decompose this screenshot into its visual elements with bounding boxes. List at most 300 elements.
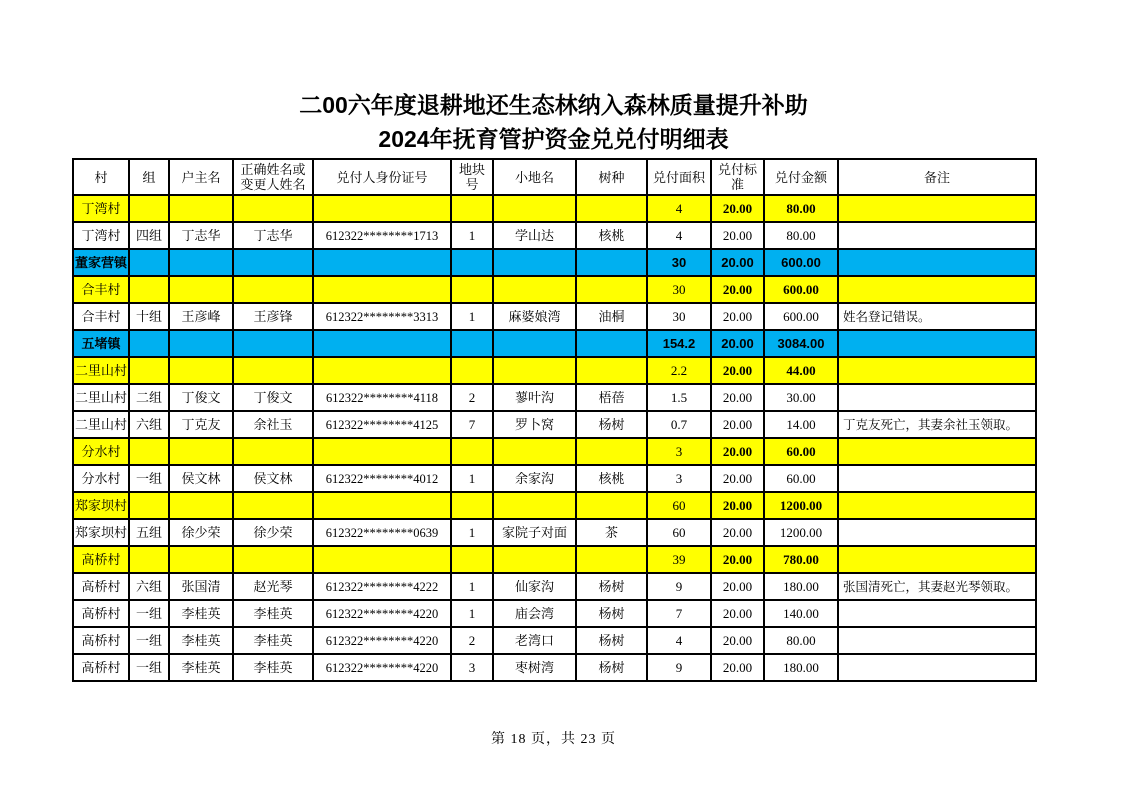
cell-householder: [169, 438, 233, 465]
cell-text: 余家沟: [514, 471, 554, 486]
cell-text: 核桃: [598, 228, 625, 243]
cell-area: [647, 330, 711, 357]
cell-group: [129, 438, 169, 465]
cell-text: 7: [675, 606, 683, 621]
cell-plot_no: [451, 627, 493, 654]
cell-id_number: [313, 654, 451, 681]
table-row: [73, 330, 1036, 357]
cell-tree_species: [576, 600, 647, 627]
page-number: 第 18 页，共 23 页: [491, 732, 616, 747]
cell-text: 二组: [135, 390, 162, 405]
cell-text: 丁志华: [181, 228, 221, 243]
cell-householder: [169, 249, 233, 276]
cell-text: 612322********4220: [325, 606, 439, 621]
cell-area: [647, 384, 711, 411]
cell-plot_no: [451, 195, 493, 222]
cell-text: 80.00: [786, 633, 816, 648]
cell-tree_species: [576, 330, 647, 357]
cell-text: 郑家坝村: [74, 525, 127, 540]
cell-standard: [711, 600, 764, 627]
table-row: [73, 411, 1036, 438]
cell-id_number: [313, 384, 451, 411]
cell-correct_name: [233, 438, 313, 465]
cell-text: 60: [672, 498, 686, 513]
cell-standard: [711, 195, 764, 222]
cell-plot_no: [451, 330, 493, 357]
cell-place_name: [493, 519, 576, 546]
cell-householder: [169, 654, 233, 681]
cell-place_name: [493, 465, 576, 492]
cell-tree_species: [576, 627, 647, 654]
col-header-correct_name: 正确姓名或变更人姓名: [233, 159, 313, 195]
cell-area: [647, 573, 711, 600]
cell-correct_name: [233, 303, 313, 330]
col-header-village: 村: [73, 159, 129, 195]
cell-text: 180.00: [783, 660, 819, 675]
cell-text: 3: [468, 660, 476, 675]
cell-place_name: [493, 546, 576, 573]
cell-remarks: [838, 519, 1036, 546]
cell-id_number: [313, 303, 451, 330]
cell-text: 20.00: [722, 552, 753, 567]
cell-group: [129, 465, 169, 492]
cell-text: 油桐: [598, 309, 625, 324]
cell-group: [129, 573, 169, 600]
cell-text: 一组: [135, 471, 162, 486]
cell-text: 612322********3313: [325, 309, 439, 324]
cell-group: [129, 357, 169, 384]
cell-tree_species: [576, 411, 647, 438]
cell-text: 1: [468, 606, 476, 621]
cell-text: 分水村: [81, 471, 121, 486]
cell-text: 蓼叶沟: [514, 390, 554, 405]
cell-id_number: [313, 249, 451, 276]
cell-text: 4: [675, 633, 683, 648]
cell-id_number: [313, 465, 451, 492]
cell-text: 154.2: [662, 336, 696, 351]
cell-amount: [764, 411, 838, 438]
cell-standard: [711, 492, 764, 519]
cell-group: [129, 330, 169, 357]
cell-group: [129, 546, 169, 573]
cell-text: 高桥村: [81, 552, 121, 567]
table-row: [73, 627, 1036, 654]
cell-text: 30: [671, 255, 687, 270]
cell-text: 7: [468, 417, 476, 432]
cell-householder: [169, 600, 233, 627]
cell-remarks: [838, 249, 1036, 276]
cell-standard: [711, 303, 764, 330]
cell-text: 600.00: [781, 255, 821, 270]
cell-plot_no: [451, 465, 493, 492]
cell-text: 合丰村: [81, 282, 121, 297]
cell-village: [73, 573, 129, 600]
cell-text: 二里山村: [74, 390, 127, 405]
cell-text: 老湾口: [514, 633, 554, 648]
cell-amount: [764, 330, 838, 357]
cell-village: [73, 195, 129, 222]
cell-text: 60.00: [786, 444, 816, 459]
cell-place_name: [493, 600, 576, 627]
cell-text: 3: [675, 444, 683, 459]
cell-correct_name: [233, 492, 313, 519]
cell-text: 十组: [135, 309, 162, 324]
cell-text: 高桥村: [81, 579, 121, 594]
cell-text: 赵光琴: [253, 579, 293, 594]
cell-text: 张国清: [181, 579, 221, 594]
cell-id_number: [313, 222, 451, 249]
cell-remarks: [838, 573, 1036, 600]
cell-text: 2: [468, 390, 476, 405]
cell-text: 612322********1713: [325, 228, 439, 243]
cell-amount: [764, 222, 838, 249]
cell-text: 20.00: [722, 525, 753, 540]
col-header-id_number: 兑付人身份证号: [313, 159, 451, 195]
cell-id_number: [313, 330, 451, 357]
cell-text: 4: [675, 201, 683, 216]
cell-text: 1200.00: [779, 498, 823, 513]
cell-householder: [169, 222, 233, 249]
cell-text: 30: [672, 282, 686, 297]
cell-place_name: [493, 276, 576, 303]
cell-text: 3: [675, 471, 683, 486]
cell-place_name: [493, 249, 576, 276]
cell-group: [129, 627, 169, 654]
cell-text: 20.00: [722, 444, 753, 459]
col-header-area: 兑付面积: [647, 159, 711, 195]
cell-remarks: [838, 654, 1036, 681]
cell-plot_no: [451, 654, 493, 681]
cell-tree_species: [576, 384, 647, 411]
cell-village: [73, 357, 129, 384]
cell-householder: [169, 492, 233, 519]
cell-text: 杨树: [598, 660, 625, 675]
cell-text: 20.00: [722, 417, 753, 432]
cell-standard: [711, 546, 764, 573]
cell-text: 612322********4220: [325, 660, 439, 675]
cell-remarks: [838, 411, 1036, 438]
col-header-amount: 兑付金额: [764, 159, 838, 195]
cell-text: 60.00: [786, 471, 816, 486]
cell-text: 30.00: [786, 390, 816, 405]
cell-place_name: [493, 654, 576, 681]
cell-householder: [169, 411, 233, 438]
cell-standard: [711, 411, 764, 438]
cell-text: 余社玉: [253, 417, 293, 432]
cell-text: 20.00: [722, 606, 753, 621]
cell-householder: [169, 627, 233, 654]
cell-standard: [711, 222, 764, 249]
cell-text: 612322********0639: [325, 525, 439, 540]
cell-tree_species: [576, 249, 647, 276]
cell-text: 徐少荣: [253, 525, 293, 540]
table-header-row: [73, 159, 1036, 195]
cell-standard: [711, 330, 764, 357]
cell-text: 高桥村: [81, 633, 121, 648]
cell-remarks: [838, 276, 1036, 303]
cell-text: 180.00: [783, 579, 819, 594]
cell-place_name: [493, 330, 576, 357]
cell-householder: [169, 465, 233, 492]
cell-plot_no: [451, 411, 493, 438]
cell-village: [73, 276, 129, 303]
cell-place_name: [493, 627, 576, 654]
cell-correct_name: [233, 276, 313, 303]
cell-text: 李桂英: [253, 633, 293, 648]
cell-place_name: [493, 195, 576, 222]
cell-area: [647, 249, 711, 276]
cell-plot_no: [451, 357, 493, 384]
cell-text: 罗卜窝: [514, 417, 554, 432]
cell-text: 20.00: [722, 660, 753, 675]
cell-text: 合丰村: [81, 309, 121, 324]
cell-text: 44.00: [786, 363, 816, 378]
cell-correct_name: [233, 330, 313, 357]
cell-tree_species: [576, 519, 647, 546]
cell-text: 学山达: [514, 228, 554, 243]
cell-village: [73, 384, 129, 411]
cell-text: 20.00: [722, 579, 753, 594]
table-row: [73, 465, 1036, 492]
cell-correct_name: [233, 249, 313, 276]
cell-group: [129, 600, 169, 627]
cell-text: 六组: [135, 417, 162, 432]
cell-text: 杨树: [598, 417, 625, 432]
cell-text: 王彦峰: [181, 309, 221, 324]
table-row: [73, 303, 1036, 330]
cell-village: [73, 492, 129, 519]
cell-text: 姓名登记错误。: [843, 309, 931, 324]
cell-correct_name: [233, 546, 313, 573]
cell-group: [129, 411, 169, 438]
cell-amount: [764, 492, 838, 519]
table-row: [73, 276, 1036, 303]
cell-text: 侯文林: [253, 471, 293, 486]
cell-village: [73, 249, 129, 276]
cell-text: 3084.00: [777, 336, 825, 351]
cell-amount: [764, 573, 838, 600]
table-row: [73, 222, 1036, 249]
cell-tree_species: [576, 357, 647, 384]
cell-amount: [764, 546, 838, 573]
cell-text: 董家营镇: [74, 255, 127, 270]
cell-text: 612322********4125: [325, 417, 439, 432]
cell-village: [73, 654, 129, 681]
cell-text: 1: [468, 309, 476, 324]
cell-tree_species: [576, 303, 647, 330]
cell-id_number: [313, 276, 451, 303]
cell-area: [647, 600, 711, 627]
cell-correct_name: [233, 519, 313, 546]
cell-text: 600.00: [783, 309, 819, 324]
cell-text: 600.00: [783, 282, 819, 297]
cell-correct_name: [233, 195, 313, 222]
cell-village: [73, 303, 129, 330]
cell-area: [647, 546, 711, 573]
cell-amount: [764, 600, 838, 627]
cell-group: [129, 303, 169, 330]
cell-amount: [764, 303, 838, 330]
cell-text: 杨树: [598, 606, 625, 621]
title-line-2: 2024年抚育管护资金兑兑付明细表: [378, 126, 729, 152]
cell-text: 1: [468, 525, 476, 540]
cell-amount: [764, 276, 838, 303]
cell-place_name: [493, 573, 576, 600]
cell-text: 四组: [135, 228, 162, 243]
cell-village: [73, 222, 129, 249]
cell-text: 2.2: [670, 363, 688, 378]
cell-plot_no: [451, 519, 493, 546]
cell-text: 80.00: [786, 201, 816, 216]
cell-text: 丁俊文: [181, 390, 221, 405]
cell-id_number: [313, 600, 451, 627]
cell-amount: [764, 627, 838, 654]
cell-text: 李桂英: [253, 660, 293, 675]
cell-remarks: [838, 195, 1036, 222]
cell-group: [129, 384, 169, 411]
cell-id_number: [313, 546, 451, 573]
table-row: [73, 492, 1036, 519]
cell-remarks: [838, 357, 1036, 384]
cell-text: 612322********4222: [325, 579, 439, 594]
cell-text: 庙会湾: [514, 606, 554, 621]
cell-text: 20.00: [721, 336, 754, 351]
cell-text: 梧蓓: [598, 390, 625, 405]
cell-village: [73, 411, 129, 438]
cell-id_number: [313, 492, 451, 519]
cell-text: 39: [672, 552, 686, 567]
cell-place_name: [493, 222, 576, 249]
cell-text: 六组: [135, 579, 162, 594]
cell-remarks: [838, 600, 1036, 627]
cell-text: 1.5: [670, 390, 688, 405]
cell-text: 20.00: [722, 471, 753, 486]
col-header-householder: 户主名: [169, 159, 233, 195]
cell-group: [129, 519, 169, 546]
cell-standard: [711, 276, 764, 303]
cell-plot_no: [451, 546, 493, 573]
cell-tree_species: [576, 195, 647, 222]
cell-correct_name: [233, 600, 313, 627]
cell-tree_species: [576, 546, 647, 573]
cell-standard: [711, 357, 764, 384]
col-header-standard: 兑付标准: [711, 159, 764, 195]
cell-area: [647, 492, 711, 519]
cell-group: [129, 195, 169, 222]
payment-detail-table: [72, 158, 1037, 682]
cell-remarks: [838, 492, 1036, 519]
cell-area: [647, 654, 711, 681]
title-line-1: 二00六年度退耕地还生态林纳入森林质量提升补助: [299, 92, 808, 118]
cell-id_number: [313, 573, 451, 600]
cell-text: 20.00: [722, 309, 753, 324]
cell-plot_no: [451, 384, 493, 411]
col-header-tree_species: 树种: [576, 159, 647, 195]
cell-area: [647, 465, 711, 492]
cell-text: 30: [672, 309, 686, 324]
cell-standard: [711, 249, 764, 276]
cell-tree_species: [576, 438, 647, 465]
cell-plot_no: [451, 303, 493, 330]
cell-text: 612322********4118: [325, 390, 439, 405]
cell-village: [73, 600, 129, 627]
cell-text: 麻婆娘湾: [508, 309, 561, 324]
cell-text: 杨树: [598, 579, 625, 594]
cell-text: 丁湾村: [81, 228, 121, 243]
cell-text: 五堵镇: [81, 336, 121, 351]
cell-group: [129, 222, 169, 249]
cell-text: 1: [468, 228, 476, 243]
cell-amount: [764, 384, 838, 411]
cell-place_name: [493, 357, 576, 384]
cell-remarks: [838, 627, 1036, 654]
document-title: [72, 88, 1035, 156]
cell-area: [647, 276, 711, 303]
cell-text: 侯文林: [181, 471, 221, 486]
cell-text: 612322********4012: [325, 471, 439, 486]
cell-text: 家院子对面: [501, 525, 567, 540]
cell-text: 高桥村: [81, 606, 121, 621]
table-row: [73, 384, 1036, 411]
cell-text: 780.00: [783, 552, 819, 567]
cell-amount: [764, 654, 838, 681]
cell-text: 20.00: [722, 282, 753, 297]
cell-standard: [711, 438, 764, 465]
cell-householder: [169, 384, 233, 411]
cell-standard: [711, 627, 764, 654]
cell-area: [647, 627, 711, 654]
cell-plot_no: [451, 600, 493, 627]
cell-correct_name: [233, 465, 313, 492]
cell-tree_species: [576, 465, 647, 492]
cell-text: 612322********4220: [325, 633, 439, 648]
cell-place_name: [493, 384, 576, 411]
cell-text: 9: [675, 660, 683, 675]
cell-correct_name: [233, 222, 313, 249]
cell-village: [73, 330, 129, 357]
cell-text: 140.00: [783, 606, 819, 621]
cell-place_name: [493, 411, 576, 438]
cell-householder: [169, 195, 233, 222]
cell-plot_no: [451, 222, 493, 249]
cell-area: [647, 222, 711, 249]
cell-correct_name: [233, 411, 313, 438]
cell-text: 二里山村: [74, 363, 127, 378]
cell-text: 1200.00: [779, 525, 823, 540]
cell-householder: [169, 303, 233, 330]
col-header-place_name: 小地名: [493, 159, 576, 195]
cell-village: [73, 627, 129, 654]
cell-text: 丁克友: [181, 417, 221, 432]
cell-householder: [169, 276, 233, 303]
cell-text: 一组: [135, 660, 162, 675]
cell-text: 80.00: [786, 228, 816, 243]
cell-text: 李桂英: [253, 606, 293, 621]
table-row: [73, 195, 1036, 222]
cell-plot_no: [451, 573, 493, 600]
cell-text: 丁志华: [253, 228, 293, 243]
cell-text: 20.00: [721, 255, 754, 270]
table-row: [73, 438, 1036, 465]
cell-plot_no: [451, 438, 493, 465]
cell-area: [647, 411, 711, 438]
table-body: [73, 195, 1036, 681]
cell-text: 1: [468, 579, 476, 594]
cell-text: 丁克友死亡，其妻余社玉领取。: [843, 417, 1019, 432]
cell-standard: [711, 384, 764, 411]
cell-text: 高桥村: [81, 660, 121, 675]
cell-text: 60: [672, 525, 686, 540]
